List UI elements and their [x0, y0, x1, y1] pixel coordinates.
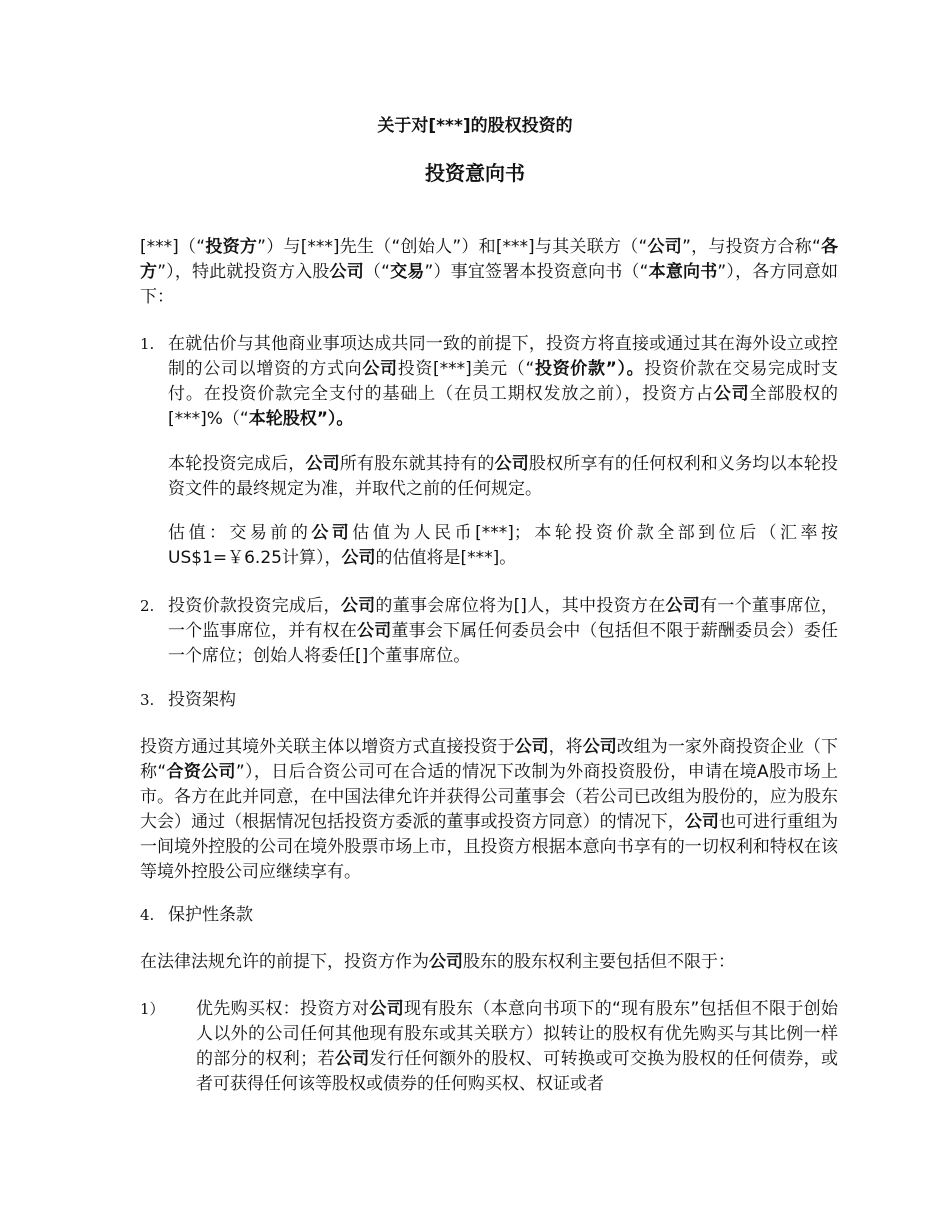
section-4-heading: 保护性条款	[168, 905, 253, 925]
section-2-paragraph: 投资价款投资完成后，公司的董事会席位将为[]人，其中投资方在公司有一个董事席位，一个监事席位，并有权在公司董事会下属任何委员会中（包括但不限于薪酬委员会）委任一个席位；创始人将委任[]个董事席位。	[168, 596, 839, 666]
section-number: 3.	[140, 691, 155, 709]
valuation-paragraph: 估值：交易前的公司估值为人民币[***]；本轮投资价款全部到位后（汇率按US$1=￥6.25计算），公司的估值将是[***]。	[168, 523, 839, 568]
preemptive-right-paragraph: 优先购买权：投资方对公司现有股东（本意向书项下的“现有股东”包括但不限于创始人以外的公司任何其他现有股东或其关联方）拟转让的股权有优先购买与其比例一样的部分的权利；若公司发行任何额外的股权、可转换或可交换为股权的任何债券，或者可获得任何该等股权或债券的任何购买权、权证或者	[196, 999, 839, 1094]
section-4-paragraph: 在法律法规允许的前提下，投资方作为公司股东的股东权利主要包括但不限于：	[140, 952, 735, 972]
section-number: 1.	[140, 335, 155, 353]
section-1-paragraph: 在就估价与其他商业事项达成共同一致的前提下，投资方将直接或通过其在海外设立或控制的公司以增资的方式向公司投资[***]美元（“投资价款”）。投资价款在交易完成时支付。在投资价款完全支付的基础上（在员工期权发放之前），投资方占公司全部股权的[***]%（“本轮股权”）。	[168, 334, 839, 429]
section-3-paragraph: 投资方通过其境外关联主体以增资方式直接投资于公司，将公司改组为一家外商投资企业（下称“合资公司”），日后合资公司可在合适的情况下改制为外商投资股份，申请在境A股市场上市。各方在此并同意，在中国法律允许并获得公司董事会（若公司已改组为股份的，应为股东大会）通过（根据情况包括投资方委派的董事或投资方同意）的情况下，公司也可进行重组为一间境外控股的公司在境外股票市场上市，且投资方根据本意向书享有的一切权利和特权在该等境外控股公司应继续享有。	[140, 737, 839, 882]
document-title: 投资意向书	[425, 161, 525, 185]
section-3-heading: 投资架构	[168, 690, 236, 710]
list-item-number: 1）	[140, 1000, 165, 1018]
document-subtitle: 关于对[***]的股权投资的	[377, 116, 573, 136]
intro-paragraph: [***]（“投资方”）与[***]先生（“创始人”）和[***]与其关联方（“公司”，与投资方合称“各方”），特此就投资方入股公司（“交易”）事宜签署本投资意向书（“本意向书”），各方同意如下：	[140, 237, 839, 307]
section-number: 4.	[140, 906, 155, 924]
section-1-paragraph-2: 本轮投资完成后，公司所有股东就其持有的公司股权所享有的任何权利和义务均以本轮投资文件的最终规定为准，并取代之前的任何规定。	[168, 454, 839, 499]
section-number: 2.	[140, 597, 155, 615]
